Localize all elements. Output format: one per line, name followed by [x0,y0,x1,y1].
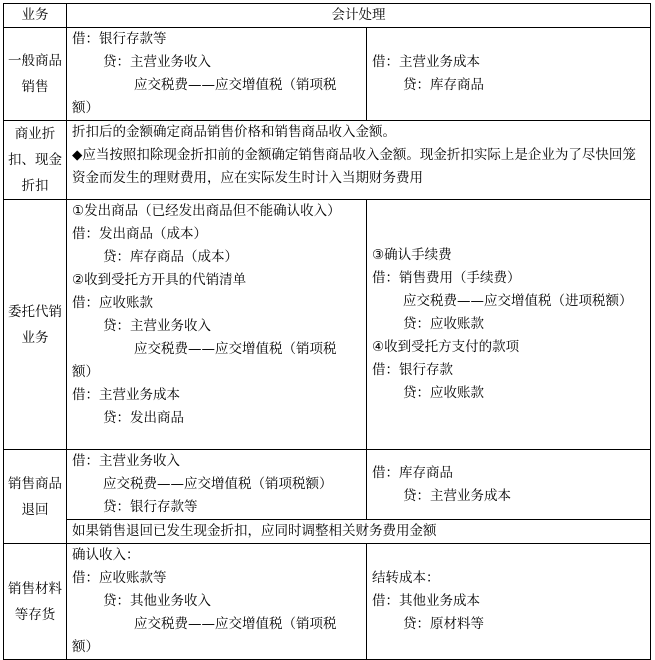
entry-line: 额） [72,364,99,380]
entry-line: 借：主营业务收入 [72,453,180,469]
discount-content [67,121,651,200]
entry-line: 贷：银行存款等 [103,499,198,515]
entry-line: 确认收入： [72,547,140,563]
entry-line: 贷：应收账款 [403,385,484,401]
label-return: 销售商品退回 [4,450,67,544]
entry-line: 贷：主营业务收入 [103,54,211,70]
entry-line: 贷：发出商品 [103,410,184,426]
entry-line: 贷：库存商品（成本） [103,249,238,265]
label-discount: 商业折扣、现金折扣 [4,121,67,200]
consignment-right [367,200,651,450]
entry-line: 借：库存商品 [372,464,453,481]
label-materials: 销售材料等存货 [4,544,67,660]
entry-line: 贷：其他业务收入 [103,593,211,609]
entry-line: 额） [72,100,99,116]
consignment-left [67,200,367,450]
entry-line: 借：银行存款 [372,362,453,378]
row-materials [4,544,651,660]
entry-line: ◆应当按照扣除现金折扣前的金额确定销售商品收入金额。现金折扣实际上是企业为了尽快回笼资金而发生的理财费用，应在实际发生时计入当期财务费用 [72,147,636,186]
entry-line: 贷：主营业务成本 [403,487,511,504]
entry-line: 借：应收账款等 [72,570,167,586]
entry-line: 贷：应收账款 [403,316,484,332]
materials-right [367,544,651,660]
general-sale-left [67,28,367,121]
entry-line: 借：其他业务成本 [372,593,480,609]
entry-line: ②收到受托方开具的代销清单 [72,272,247,288]
entry-line: 借：银行存款等 [72,31,167,47]
row-general-sale [4,28,651,121]
header-row [4,4,651,28]
entry-line: 结转成本： [372,570,440,586]
entry-line: 借：应收账款 [72,295,153,311]
entry-line: 应交税费——应交增值税（进项税额） [403,293,633,309]
entry-line: 折扣后的金额确定商品销售价格和销售商品收入金额。 [72,124,396,140]
label-consignment: 委托代销业务 [4,200,67,450]
entry-line: 应交税费——应交增值税（销项税额） [103,476,333,492]
entry-line: 贷：库存商品 [403,77,484,93]
header-business: 业务 [4,4,67,28]
entry-line: 贷：原材料等 [403,616,484,632]
entry-line: 借：销售费用（手续费） [372,270,521,286]
row-return [4,450,651,520]
return-right [367,450,651,520]
entry-line: ③确认手续费 [372,247,452,263]
materials-left [67,544,367,660]
return-note: 如果销售退回已发生现金折扣，应同时调整相关财务费用金额 [67,520,651,544]
entry-line: 借：发出商品（成本） [72,226,207,242]
accounting-table [3,3,651,660]
entry-line: 借：主营业务成本 [372,54,480,70]
entry-line: 应交税费——应交增值税（销项税 [134,341,337,357]
row-discount [4,121,651,200]
entry-line: ④收到受托方支付的款项 [372,339,520,355]
return-left [67,450,367,520]
entry-line: 借：主营业务成本 [72,387,180,403]
entry-line: ①发出商品（已经发出商品但不能确认收入） [72,203,341,219]
row-consignment [4,200,651,450]
row-return-note [4,520,651,544]
label-general-sale: 一般商品销售 [4,28,67,121]
entry-line: 应交税费——应交增值税（销项税 [134,77,337,93]
header-accounting: 会计处理 [67,4,651,28]
entry-line: 应交税费——应交增值税（销项税 [134,616,337,632]
entry-line: 额） [72,639,99,655]
entry-line: 贷：主营业务收入 [103,318,211,334]
general-sale-right [367,28,651,121]
